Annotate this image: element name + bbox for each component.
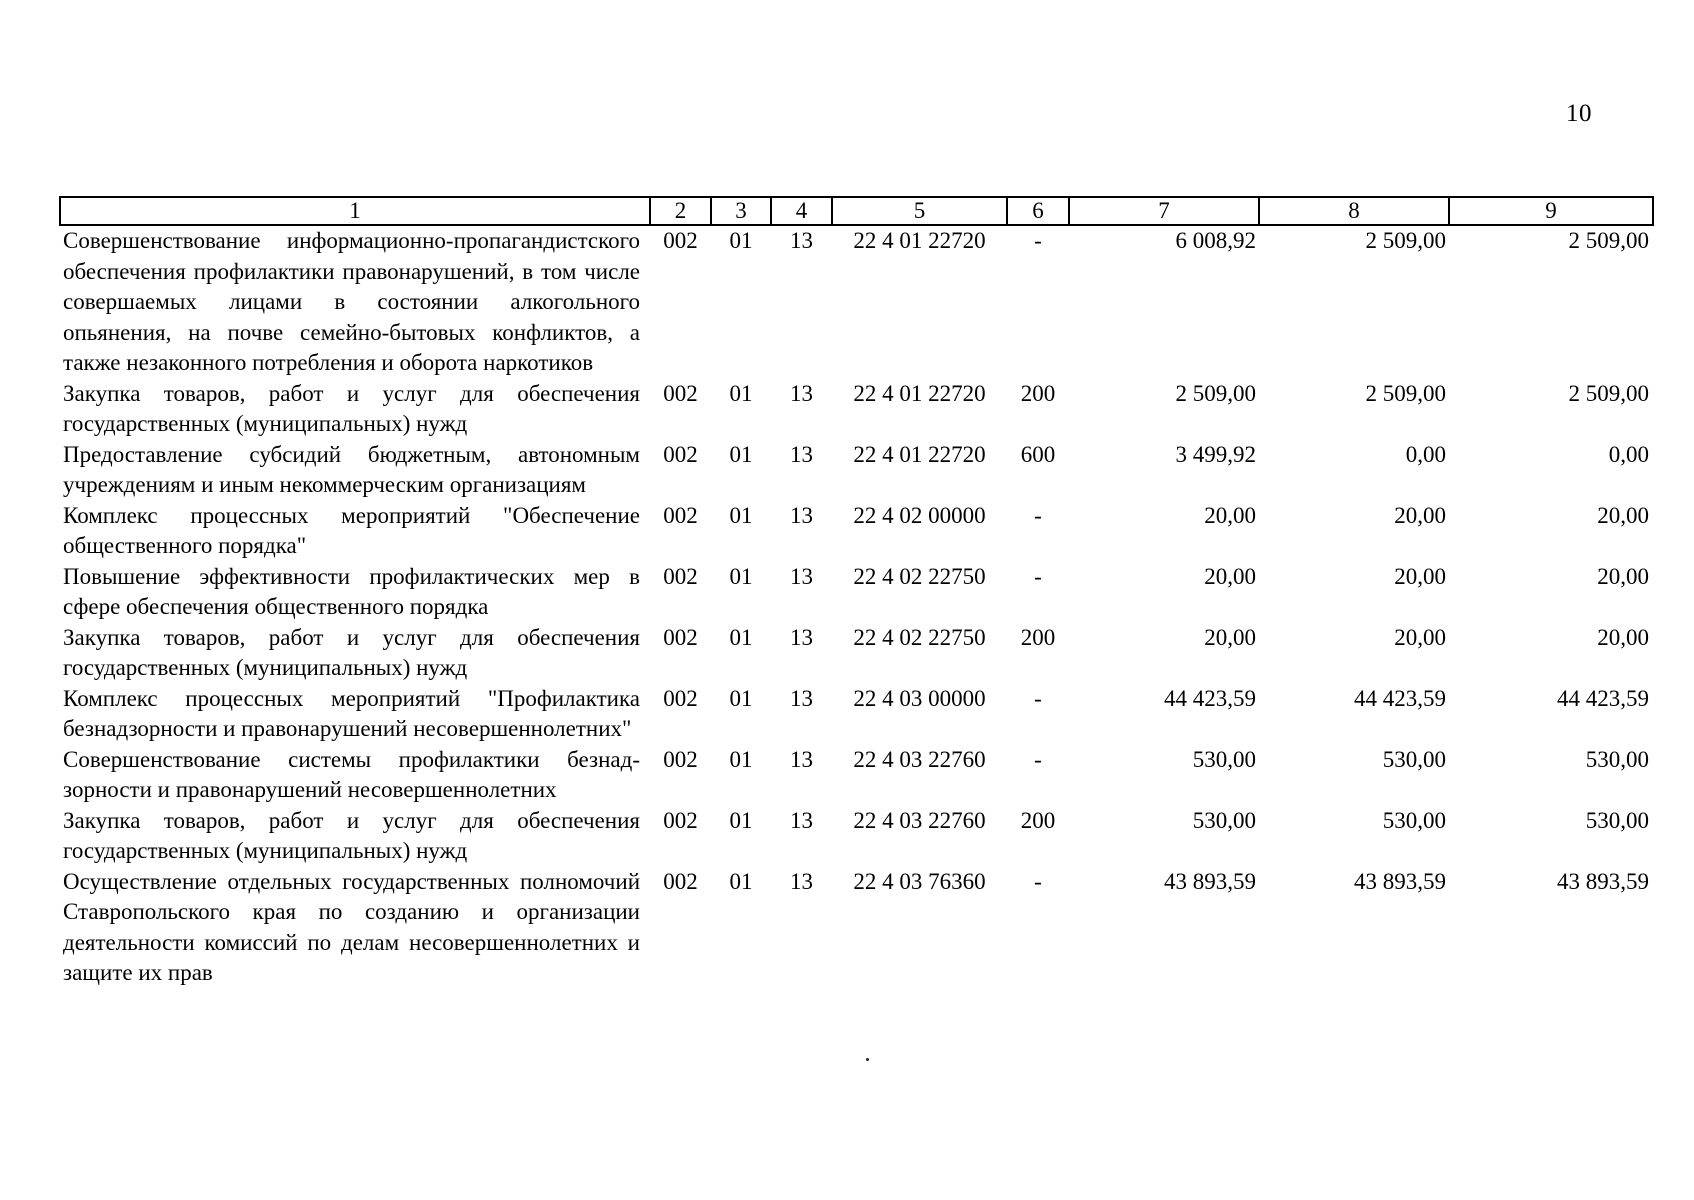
expense-type-code: -: [1034, 868, 1042, 894]
expense-type-code: 200: [1020, 380, 1056, 406]
target-article-code: 22 4 03 00000: [853, 685, 986, 711]
amount-col-7: 2 509,00: [1175, 380, 1256, 406]
section-code: 01: [729, 746, 753, 772]
item-description: Совершенствование информационно-пропагандистского обеспечения профилактики правонарушений, в том числе совершаемых лицами в состоянии алкогольного опьянения, на почве семейно-бытовых конфликтов, а также незаконного потребления и оборота наркотиков: [63, 228, 640, 375]
amount-col-8: 43 893,59: [1354, 868, 1446, 894]
subsection-code: 13: [790, 502, 813, 528]
column-header: 6: [1007, 197, 1069, 225]
subsection-code: 13: [790, 441, 813, 467]
target-article-code: 22 4 03 22760: [853, 746, 986, 772]
amount-col-9: 530,00: [1585, 807, 1649, 833]
column-header: 8: [1259, 197, 1449, 225]
ministry-code: 002: [663, 228, 698, 253]
ministry-code: 002: [663, 685, 698, 711]
amount-col-8: 20,00: [1394, 563, 1446, 589]
subsection-code: 13: [790, 685, 813, 711]
expense-type-code: 600: [1020, 441, 1056, 467]
amount-col-7: 43 893,59: [1164, 868, 1256, 894]
item-description: Комплекс процессных мероприятий "Профилактика безнадзорности и правонарушений несовершеннолетних": [63, 685, 640, 741]
amount-col-9: 2 509,00: [1568, 228, 1649, 253]
stray-dot: [866, 1058, 869, 1061]
expense-type-code: -: [1034, 563, 1042, 589]
table-row: [60, 806, 1653, 867]
table-row: [60, 501, 1653, 562]
expense-type-code: 200: [1020, 807, 1056, 833]
section-code: 01: [729, 380, 753, 406]
section-code: 01: [729, 807, 753, 833]
column-header: 7: [1069, 197, 1259, 225]
item-description: Совершенствование системы профилактики безнадзорности и правонарушений несовершеннолетних: [63, 746, 640, 802]
amount-col-8: 530,00: [1382, 807, 1446, 833]
target-article-code: 22 4 03 76360: [853, 868, 986, 894]
amount-col-8: 2 509,00: [1365, 380, 1446, 406]
ministry-code: 002: [663, 380, 698, 406]
amount-col-9: 44 423,59: [1557, 685, 1649, 711]
amount-col-7: 6 008,92: [1175, 228, 1256, 253]
section-code: 01: [729, 624, 753, 650]
amount-col-9: 0,00: [1608, 441, 1649, 467]
expense-type-code: -: [1034, 685, 1042, 711]
amount-col-8: 2 509,00: [1365, 228, 1446, 253]
amount-col-7: 3 499,92: [1175, 441, 1256, 467]
item-description: Закупка товаров, работ и услуг для обеспечения государственных (муниципальных) нужд: [63, 624, 640, 680]
expense-type-code: -: [1034, 746, 1042, 772]
target-article-code: 22 4 02 00000: [853, 502, 986, 528]
item-description: Комплекс процессных мероприятий "Обеспечение общественного порядка": [63, 502, 640, 558]
item-description: Осуществление отдельных государственных полномочий Ставропольского края по созданию и организации деятельности комиссий по делам несовершеннолетних и защите их прав: [63, 868, 640, 985]
amount-col-8: 20,00: [1394, 624, 1446, 650]
section-code: 01: [729, 228, 753, 253]
amount-col-8: 0,00: [1405, 441, 1446, 467]
target-article-code: 22 4 03 22760: [853, 807, 986, 833]
table-row: [60, 867, 1653, 989]
amount-col-7: 20,00: [1204, 502, 1256, 528]
ministry-code: 002: [663, 746, 698, 772]
amount-col-8: 530,00: [1382, 746, 1446, 772]
page-number: 10: [1566, 100, 1592, 127]
column-header: 1: [60, 197, 650, 225]
amount-col-9: 2 509,00: [1568, 380, 1649, 406]
table-row: [60, 684, 1653, 745]
item-description: Закупка товаров, работ и услуг для обеспечения государственных (муниципальных) нужд: [63, 380, 640, 436]
section-code: 01: [729, 441, 753, 467]
budget-table: [59, 196, 1654, 989]
amount-col-7: 20,00: [1204, 624, 1256, 650]
amount-col-9: 20,00: [1597, 563, 1649, 589]
ministry-code: 002: [663, 502, 698, 528]
target-article-code: 22 4 01 22720: [853, 441, 986, 467]
column-header: 4: [771, 197, 832, 225]
table-body: [60, 225, 1653, 989]
table-row: [60, 745, 1653, 806]
subsection-code: 13: [790, 746, 813, 772]
item-description: Предоставление субсидий бюджетным, автономным учреждениям и иным некоммерческим организациям: [63, 441, 640, 497]
expense-type-code: -: [1034, 228, 1042, 253]
table-header: [60, 197, 1653, 225]
subsection-code: 13: [790, 228, 813, 253]
amount-col-8: 44 423,59: [1354, 685, 1446, 711]
target-article-code: 22 4 01 22720: [853, 228, 986, 253]
column-header: 9: [1449, 197, 1653, 225]
table-row: [60, 562, 1653, 623]
amount-col-9: 43 893,59: [1557, 868, 1649, 894]
subsection-code: 13: [790, 380, 813, 406]
target-article-code: 22 4 01 22720: [853, 380, 986, 406]
amount-col-9: 20,00: [1597, 624, 1649, 650]
ministry-code: 002: [663, 563, 698, 589]
section-code: 01: [729, 868, 753, 894]
column-header: 5: [832, 197, 1007, 225]
expense-type-code: -: [1034, 502, 1042, 528]
table-row: [60, 225, 1653, 379]
amount-col-9: 530,00: [1585, 746, 1649, 772]
subsection-code: 13: [790, 868, 813, 894]
ministry-code: 002: [663, 441, 698, 467]
subsection-code: 13: [790, 563, 813, 589]
expense-type-code: 200: [1020, 624, 1056, 650]
target-article-code: 22 4 02 22750: [853, 624, 986, 650]
amount-col-7: 530,00: [1192, 746, 1256, 772]
table-row: [60, 379, 1653, 440]
subsection-code: 13: [790, 807, 813, 833]
amount-col-7: 20,00: [1204, 563, 1256, 589]
column-header: 2: [650, 197, 711, 225]
section-code: 01: [729, 685, 753, 711]
target-article-code: 22 4 02 22750: [853, 563, 986, 589]
section-code: 01: [729, 563, 753, 589]
ministry-code: 002: [663, 868, 698, 894]
subsection-code: 13: [790, 624, 813, 650]
amount-col-9: 20,00: [1597, 502, 1649, 528]
item-description: Повышение эффективности профилактических мер в сфере обеспечения общественного порядка: [63, 563, 640, 619]
amount-col-7: 44 423,59: [1164, 685, 1256, 711]
table-row: [60, 623, 1653, 684]
ministry-code: 002: [663, 807, 698, 833]
amount-col-7: 530,00: [1192, 807, 1256, 833]
amount-col-8: 20,00: [1394, 502, 1446, 528]
ministry-code: 002: [663, 624, 698, 650]
column-header: 3: [711, 197, 771, 225]
section-code: 01: [729, 502, 753, 528]
item-description: Закупка товаров, работ и услуг для обеспечения государственных (муниципальных) нужд: [63, 807, 640, 863]
header-row: [60, 197, 1653, 225]
table-row: [60, 440, 1653, 501]
